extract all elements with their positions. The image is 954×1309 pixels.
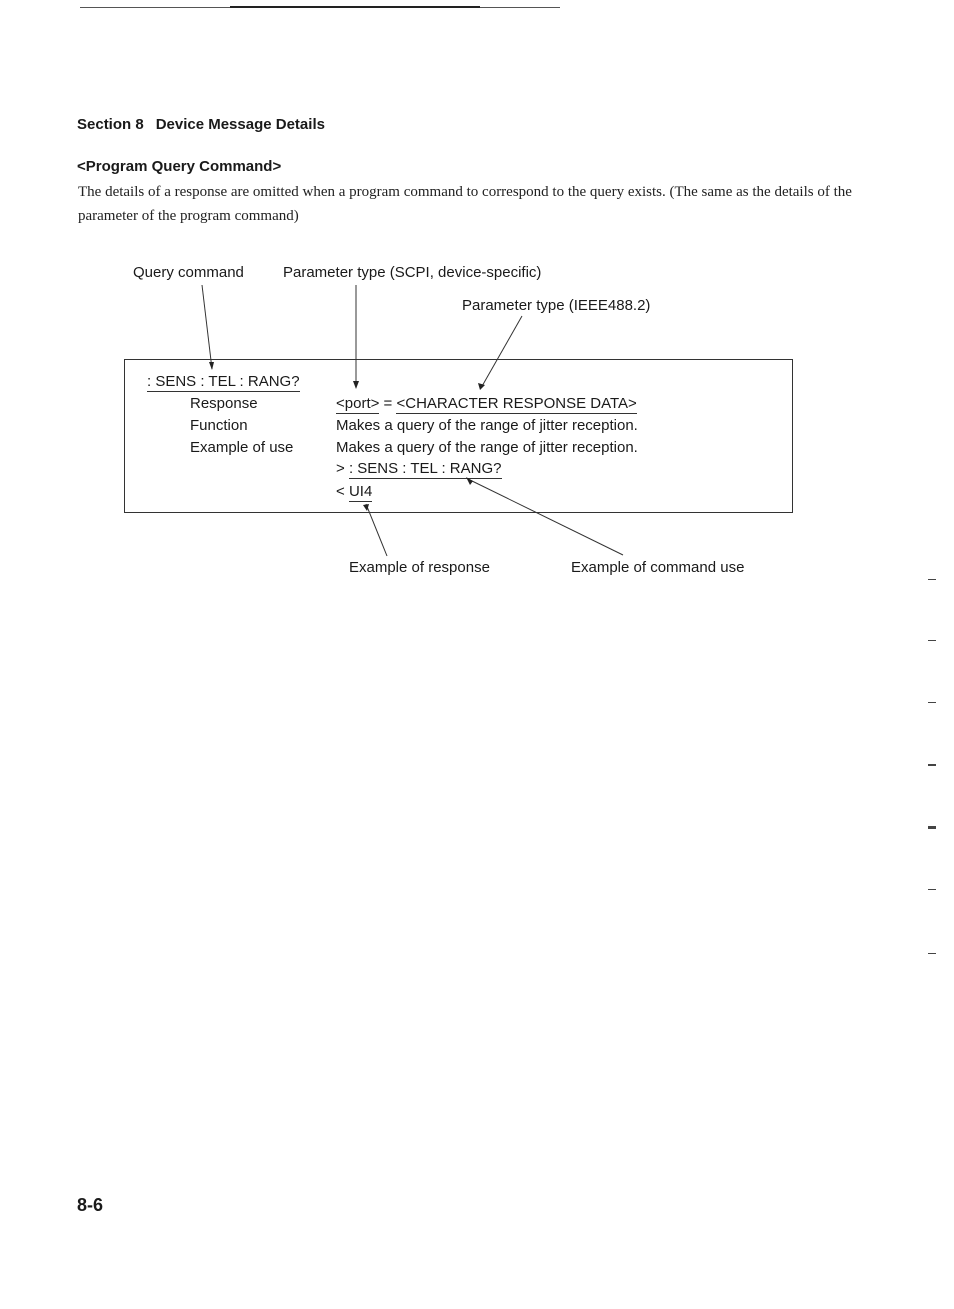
leader-example-command — [470, 480, 623, 555]
arrow-param-scpi — [353, 381, 359, 389]
example-response-prefix: < — [336, 483, 349, 500]
response-port: <port> — [336, 395, 380, 412]
function-label: Function — [190, 417, 248, 434]
section-title: Device Message Details — [155, 116, 325, 133]
example-command-prefix: > — [336, 460, 349, 477]
response-equals: = — [379, 395, 397, 412]
subheading: <Program Query Command> — [77, 158, 282, 175]
query-command: : SENS : TEL : RANG? — [147, 373, 300, 390]
response-label: Response — [190, 395, 258, 412]
arrow-example-command — [466, 477, 473, 485]
page-number: 8-6 — [77, 1195, 104, 1215]
label-query-command: Query command — [133, 264, 244, 281]
margin-mark — [928, 702, 936, 703]
description-paragraph: The details of a response are omitted when a program command to correspond to the query exists. (The same as the details of the parameter of the program command) — [78, 184, 852, 224]
label-example-command-use: Example of command use — [571, 559, 745, 576]
function-text: Makes a query of the range of jitter reception. — [336, 417, 638, 434]
example-response: UI4 — [348, 483, 373, 500]
margin-mark — [928, 953, 936, 954]
leader-param-ieee — [481, 316, 522, 388]
label-example-response: Example of response — [349, 559, 490, 576]
section-number: Section 8 — [77, 116, 144, 133]
example-label: Example of use — [190, 439, 294, 456]
margin-mark — [928, 764, 936, 766]
margin-mark — [928, 889, 936, 890]
margin-mark — [928, 640, 936, 641]
leader-example-response — [366, 504, 387, 556]
example-command: : SENS : TEL : RANG? — [348, 460, 502, 477]
leader-query-command — [202, 285, 212, 369]
example-text: Makes a query of the range of jitter reception. — [336, 439, 638, 456]
margin-mark — [928, 826, 936, 829]
label-param-type-ieee: Parameter type (IEEE488.2) — [462, 297, 651, 314]
response-data-type: <CHARACTER RESPONSE DATA> — [396, 395, 637, 412]
margin-mark — [928, 579, 936, 580]
label-param-type-scpi: Parameter type (SCPI, device-specific) — [283, 264, 542, 281]
arrow-param-ieee — [478, 383, 485, 390]
